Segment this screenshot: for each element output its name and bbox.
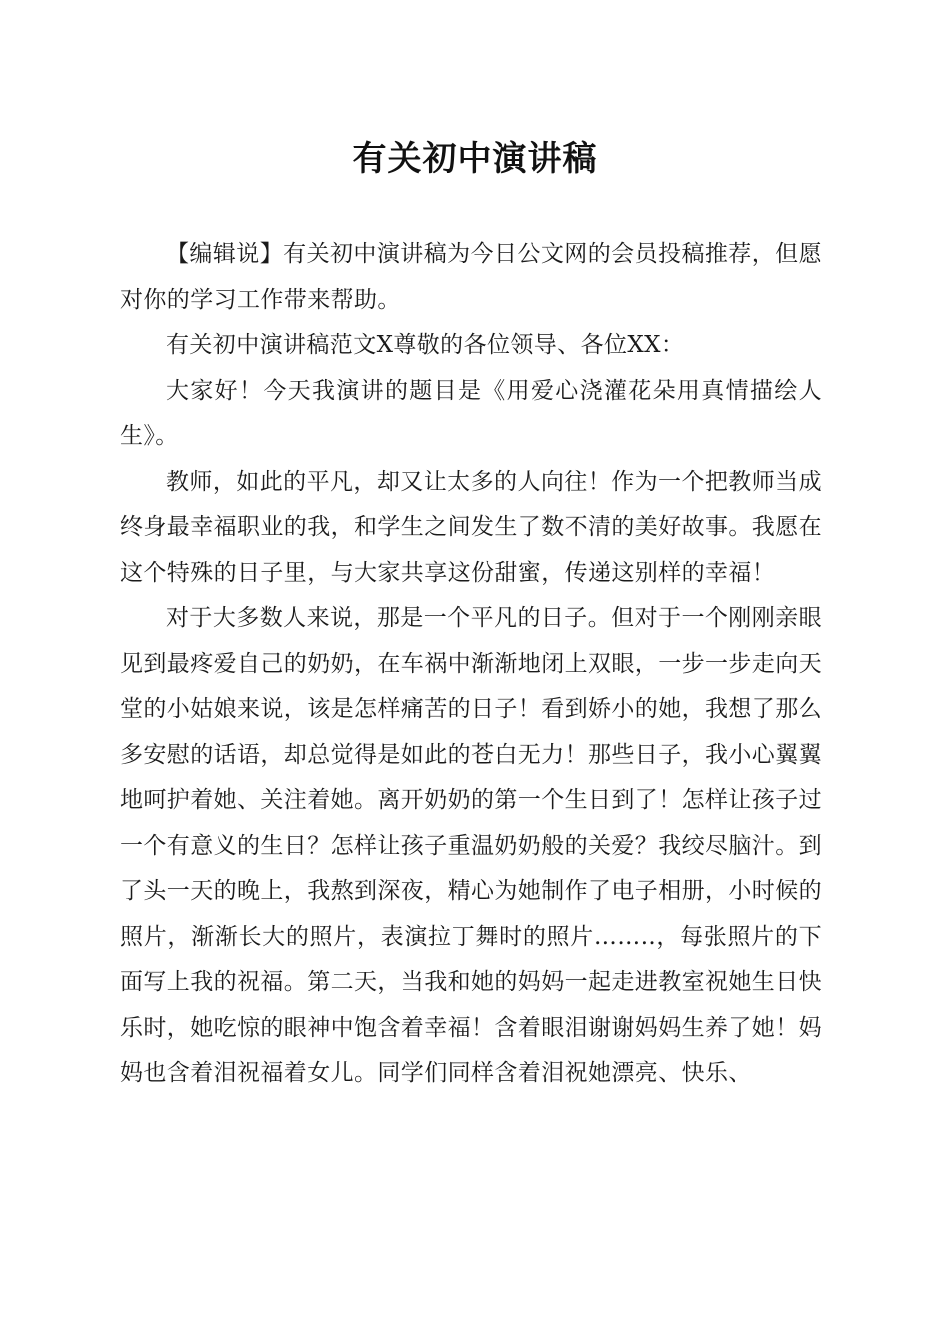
- paragraph-salutation: 有关初中演讲稿范文X尊敬的各位领导、各位XX：: [166, 332, 685, 358]
- document-title: 有关初中演讲稿: [352, 139, 598, 179]
- paragraph-story: 对于大多数人来说，那是一个平凡的日子。但对于一个刚刚亲眼见到最疼爱自己的奶奶，在车祸中渐渐地闭上双眼，一步一步走向天堂的小姑娘来说，该是怎样痛苦的日子！看到娇小的她，我想了那么多安慰的话语，却总觉得是如此的苍白无力！那些日子，我小心翼翼地呵护着她、关注着她。离开奶奶的第一个生日到了！怎样让孩子过一个有意义的生日？怎样让孩子重温奶奶般的关爱？我绞尽脑汁。到了头一天的晚上，我熬到深夜，精心为她制作了电子相册，小时候的照片，渐渐长大的照片，表演拉丁舞时的照片……..，每张照片的下面写上我的祝福。第二天，当我和她的妈妈一起走进教室祝她生日快乐时，她吃惊的眼神中饱含着幸福！含着眼泪谢谢妈妈生养了她！妈妈也含着泪祝福着女儿。同学们同样含着泪祝她漂亮、快乐、: [120, 605, 822, 1086]
- paragraph-editor-note: 【编辑说】有关初中演讲稿为今日公文网的会员投稿推荐，但愿对你的学习工作带来帮助。: [120, 241, 822, 313]
- document-body: [120, 232, 822, 1097]
- paragraph-greeting: 大家好！今天我演讲的题目是《用爱心浇灌花朵用真情描绘人生》。: [120, 377, 822, 449]
- paragraph-teacher: 教师，如此的平凡，却又让太多的人向往！作为一个把教师当成终身最幸福职业的我，和学生之间发生了数不清的美好故事。我愿在这个特殊的日子里，与大家共享这份甜蜜，传递这别样的幸福！: [120, 468, 822, 586]
